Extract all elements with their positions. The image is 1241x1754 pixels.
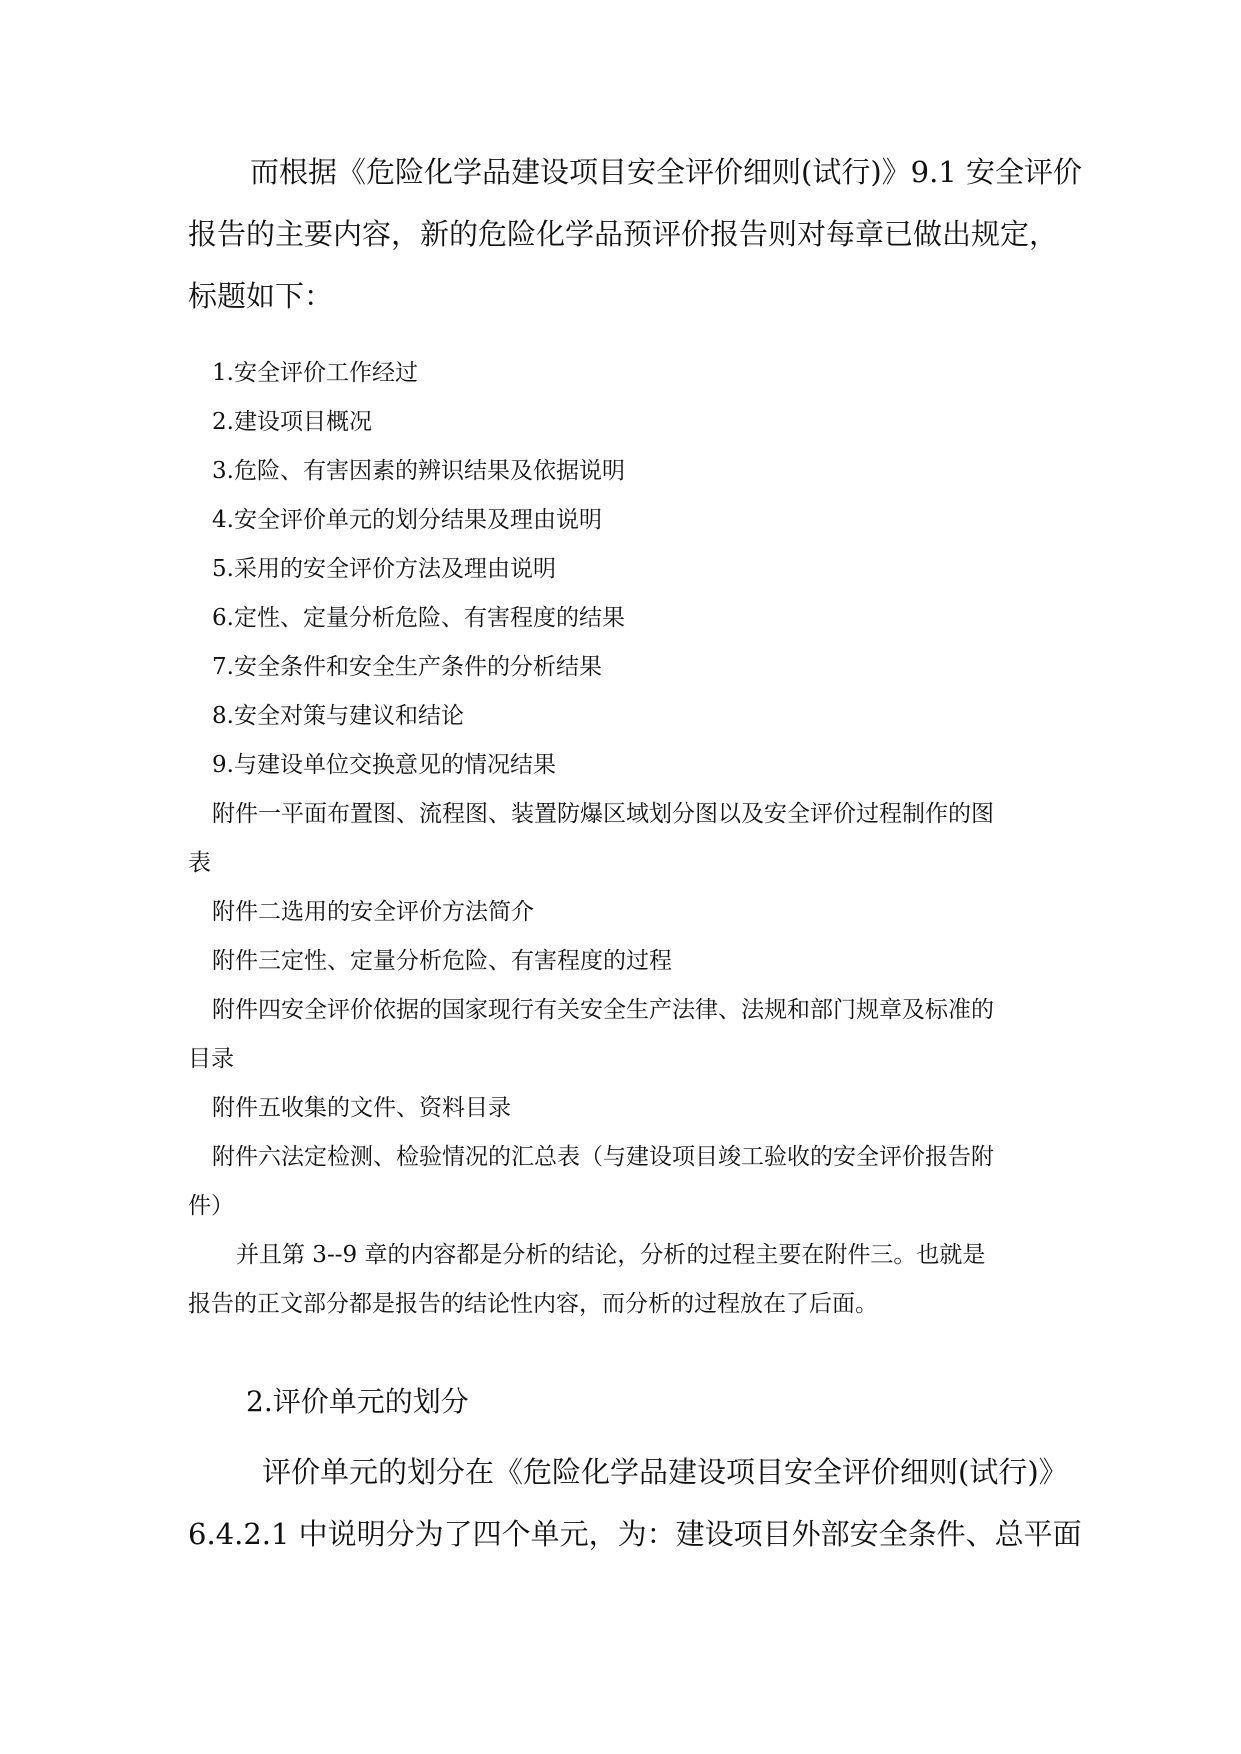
appendix-4-line-1: 附件四安全评价依据的国家现行有关安全生产法律、法规和部门规章及标准的 [212, 997, 994, 1023]
chapter-item: 7.安全条件和安全生产条件的分析结果 [212, 654, 602, 680]
chapter-item: 5.采用的安全评价方法及理由说明 [212, 556, 556, 582]
chapter-item: 3.危险、有害因素的辨识结果及依据说明 [212, 458, 625, 484]
appendix-6-line-1: 附件六法定检测、检验情况的汇总表（与建设项目竣工验收的安全评价报告附 [212, 1144, 994, 1170]
appendix-3: 附件三定性、定量分析危险、有害程度的过程 [212, 948, 672, 974]
appendix-5: 附件五收集的文件、资料目录 [212, 1095, 511, 1121]
conclusion-line-1: 并且第 3--9 章的内容都是分析的结论，分析的过程主要在附件三。也就是 [236, 1242, 986, 1268]
appendix-2: 附件二选用的安全评价方法简介 [212, 899, 534, 925]
chapter-item: 8.安全对策与建议和结论 [212, 703, 464, 729]
appendix-4-line-2: 目录 [188, 1046, 234, 1072]
appendix-6-line-2: 件） [188, 1193, 234, 1219]
appendix-1-line-1: 附件一平面布置图、流程图、装置防爆区域划分图以及安全评价过程制作的图 [212, 801, 994, 827]
conclusion-line-2: 报告的正文部分都是报告的结论性内容，而分析的过程放在了后面。 [188, 1291, 878, 1317]
appendix-1-line-2: 表 [188, 850, 211, 876]
chapter-item: 2.建设项目概况 [212, 409, 372, 435]
chapter-item: 9.与建设单位交换意见的情况结果 [212, 752, 556, 778]
section-heading: 2.评价单元的划分 [246, 1385, 469, 1418]
intro-line-3: 标题如下： [188, 279, 334, 313]
section2-line-1: 评价单元的划分在《危险化学品建设项目安全评价细则(试行)》 [262, 1455, 1068, 1489]
chapter-item: 4.安全评价单元的划分结果及理由说明 [212, 507, 602, 533]
intro-line-2: 报告的主要内容，新的危险化学品预评价报告则对每章已做出规定， [188, 217, 1059, 251]
chapter-item: 6.定性、定量分析危险、有害程度的结果 [212, 605, 625, 631]
section2-line-2: 6.4.2.1 中说明分为了四个单元，为：建设项目外部安全条件、总平面 [188, 1517, 1082, 1551]
intro-line-1: 而根据《危险化学品建设项目安全评价细则(试行)》9.1 安全评价 [250, 155, 1082, 189]
chapter-item: 1.安全评价工作经过 [212, 360, 418, 386]
